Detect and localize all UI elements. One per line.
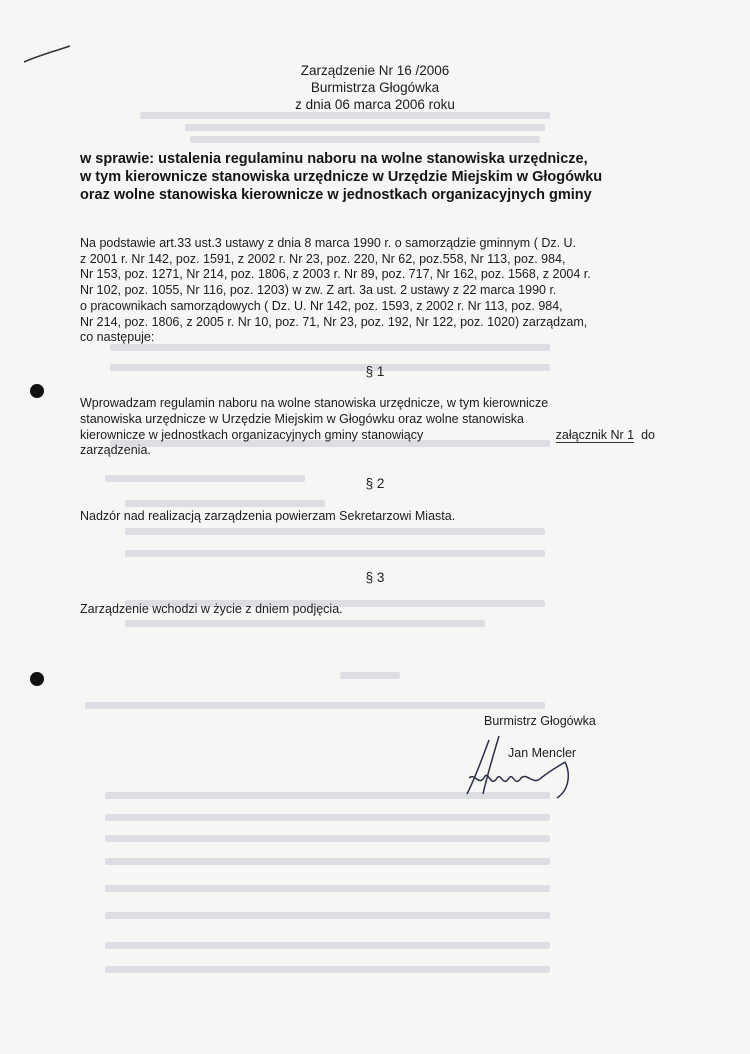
section-1-text (80, 396, 655, 459)
section-1-line: Wprowadzam regulamin naboru na wolne stanowiska urzędnicze, w tym kierownicze (80, 396, 549, 410)
preamble-line: Nr 214, poz. 1806, z 2005 r. Nr 10, poz. 71, Nr 23, poz. 192, Nr 122, poz. 1020) zarządzam, (80, 314, 588, 329)
punch-hole-lower (30, 672, 44, 686)
show-through-line (105, 912, 550, 919)
show-through-line (105, 966, 550, 973)
preamble-line: co następuje: (80, 330, 155, 345)
preamble-line: Nr 153, poz. 1271, Nr 214, poz. 1806, z 2003 r. Nr 89, poz. 717, Nr 162, poz. 1568, z 2004 r. (80, 267, 591, 282)
document-title: Zarządzenie Nr 16 /2006 (300, 63, 450, 78)
document-date: z dnia 06 marca 2006 roku (295, 97, 455, 112)
section-1-line-start: kierownicze w jednostkach organizacyjnych gminy stanowiący (80, 427, 424, 442)
show-through-line (125, 550, 545, 557)
preamble-line: Nr 102, poz. 1055, Nr 116, poz. 1203) w zw. Z art. 3a ust. 2 ustawy z 22 marca 1990 r. (80, 283, 557, 298)
signatory-title: Burmistrz Głogówka (484, 714, 596, 728)
section-1-heading: § 1 (365, 364, 385, 379)
subject-line-3: oraz wolne stanowiska kierownicze w jednostkach organizacyjnych gminy (80, 187, 592, 203)
show-through-line (105, 835, 550, 842)
show-through-line (340, 672, 400, 679)
preamble-line: Na podstawie art.33 ust.3 ustawy z dnia 8 marca 1990 r. o samorządzie gminnym ( Dz. U. (80, 236, 577, 250)
subject-line-2: w tym kierownicze stanowiska urzędnicze w Urzędzie Miejskim w Głogówku (80, 169, 603, 185)
section-2-text: Nadzór nad realizacją zarządzenia powierzam Sekretarzowi Miasta. (80, 509, 456, 523)
show-through-line (105, 858, 550, 865)
section-3-heading: § 3 (365, 570, 385, 585)
show-through-line (185, 124, 545, 131)
show-through-line (105, 885, 550, 892)
show-through-line (105, 814, 550, 821)
show-through-line (140, 112, 550, 119)
preamble-line: o pracownikach samorządowych ( Dz. U. Nr 142, poz. 1593, z 2002 r. Nr 113, poz. 984, (80, 298, 563, 313)
show-through-line (125, 528, 545, 535)
show-through-line (125, 500, 325, 507)
section-1-line: stanowiska urzędnicze w Urzędzie Miejskim w Głogówku oraz wolne stanowiska (80, 411, 524, 426)
section-1-line: zarządzenia. (80, 443, 151, 458)
attachment-reference (556, 428, 655, 444)
section-1-line (80, 428, 655, 444)
section-1-line-end: do (641, 427, 655, 442)
show-through-line (85, 702, 545, 709)
subject-line-1: w sprawie: ustalenia regulaminu naboru na wolne stanowiska urzędnicze, (80, 151, 588, 167)
show-through-line (125, 620, 485, 627)
signatory-name: Jan Mencler (508, 746, 577, 760)
attachment-reference-text: załącznik Nr 1 (555, 427, 635, 442)
document-issuer: Burmistrza Głogówka (310, 80, 440, 95)
section-2-heading: § 2 (365, 476, 385, 491)
show-through-line (105, 942, 550, 949)
legal-basis-paragraph (80, 236, 654, 346)
preamble-line: z 2001 r. Nr 142, poz. 1591, z 2002 r. Nr 23, poz. 220, Nr 62, poz.558, Nr 113, poz. 984, (80, 251, 566, 266)
punch-hole-upper (30, 384, 44, 398)
section-3-text: Zarządzenie wchodzi w życie z dniem podjęcia. (80, 602, 343, 616)
show-through-line (190, 136, 540, 143)
document-header (0, 62, 750, 113)
handwritten-signature (455, 732, 595, 802)
document-subject (80, 150, 655, 204)
